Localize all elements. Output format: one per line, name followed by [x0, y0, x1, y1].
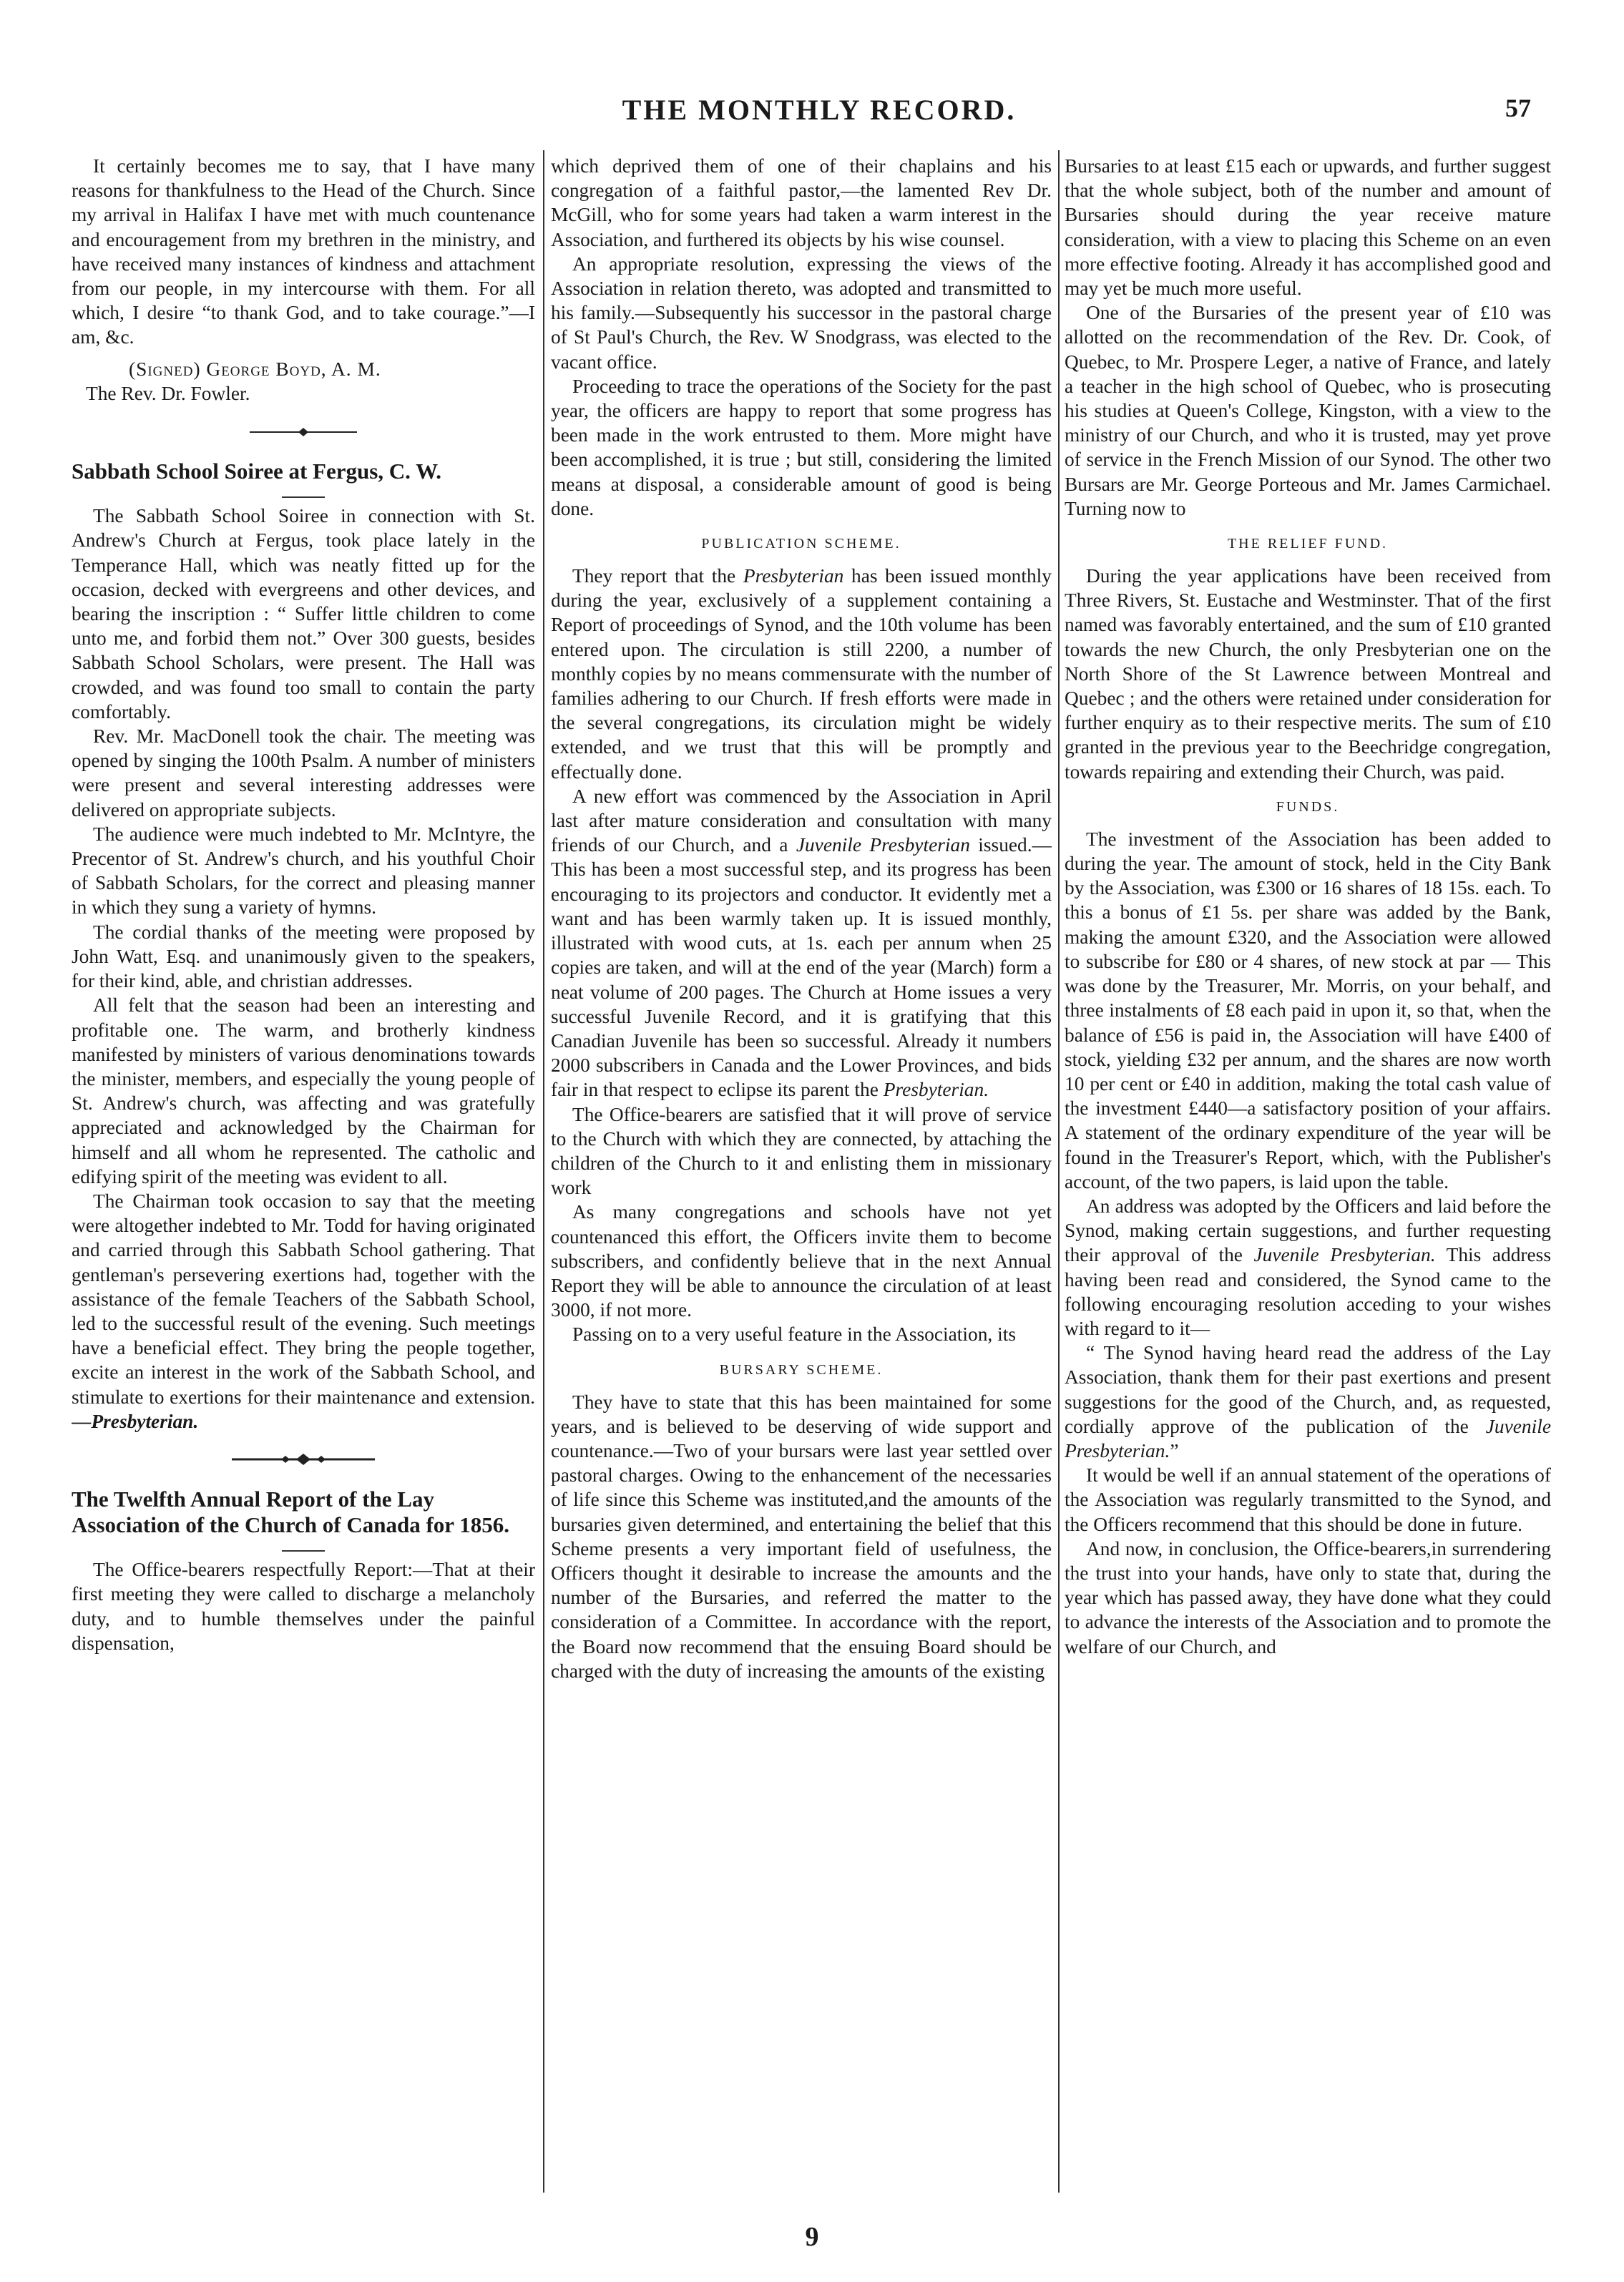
- section-heading-publication: PUBLICATION SCHEME.: [701, 536, 901, 552]
- article-paragraph: [551, 784, 1052, 1102]
- section-heading-bursary: BURSARY SCHEME.: [719, 1361, 884, 1378]
- text-italic: Juvenile Presbyterian: [796, 834, 970, 856]
- text-italic: Presbyterian: [743, 565, 844, 587]
- column-left: [72, 154, 535, 2207]
- section-heading-relief-fund: THE RELIEF FUND.: [1227, 536, 1389, 552]
- article-paragraph: The cordial thanks of the meeting were proposed by John Watt, Esq. and unanimously given to the speakers, for their kind, able, and christian addresses.: [72, 921, 535, 992]
- article-paragraph: The Sabbath School Soiree in connection with St. Andrew's Church at Fergus, took place lately in the Temperance Hall, which was neatly fitted up for the occasion, decked with evergreens and other devices, and bearing the inscription : “ Suffer little children to come unto me, and forbid them not.” Over 300 guests, besides Sabbath School Scholars, were present. The Hall was crowded, and was found too small to contain the party comfortably.: [72, 505, 535, 723]
- text: An address was adopted by the Officers and laid before the Synod, making certain suggestions, and further requesting their approval of the: [1065, 1195, 1551, 1266]
- section-heading-funds: FUNDS.: [1276, 798, 1340, 815]
- column-rule: [543, 150, 544, 2193]
- article-title-soiree: Sabbath School Soiree at Fergus, C. W.: [72, 459, 442, 484]
- section-ornament: [72, 1446, 535, 1471]
- title-rule: [72, 487, 535, 498]
- article-paragraph: [72, 1189, 535, 1434]
- text-italic: Juvenile Presbyterian.: [1253, 1244, 1436, 1266]
- article-paragraph: During the year applications have been received from Three Rivers, St. Eustache and Westminster. That of the first named was favorably entertained, and the sum of £10 granted towards the new Church, the only Presbyterian one on the North Shore of the St Lawrence between Montreal and Quebec ; and the others were retained under consideration for further enquiry as to their respective merits. The sum of £10 granted in the previous year to the Beechridge congregation, towards repairing and extending their Church, was paid.: [1065, 565, 1551, 783]
- article-paragraph: [1065, 1194, 1551, 1341]
- column-middle: [551, 154, 1052, 2207]
- letter-signature: [72, 357, 535, 406]
- article-paragraph: The Office-bearers respectfully Report:—That at their first meeting they were called to discharge a melancholy duty, and to humble themselves under the painful dispensation,: [72, 1559, 535, 1654]
- article-paragraph: [551, 564, 1052, 784]
- column-right: [1065, 154, 1551, 2207]
- article-paragraph: The Office-bearers are satisfied that it will prove of service to the Church with which they are connected, by attaching the children of the Church to it and enlisting them in missionary work: [551, 1103, 1052, 1199]
- article-paragraph: Rev. Mr. MacDonell took the chair. The meeting was opened by singing the 100th Psalm. A number of ministers were present and several interesting addresses were delivered on appropriate subjects.: [72, 725, 535, 821]
- article-paragraph: which deprived them of one of their chaplains and his congregation of a faithful pastor,—the lamented Rev Dr. McGill, who for some years had taken a warm interest in the Association, and furthered its objects by his wise counsel.: [551, 155, 1052, 250]
- article-paragraph: The investment of the Association has been added to during the year. The amount of stock, held in the City Bank by the Association, was £300 or 16 shares of 18 15s. each. To this a bonus of £1 5s. per share was added by the Bank, making the amount £320, and the Association were allowed to subscribe for £80 or 4 shares, of new stock at par — This was done by the Treasurer, Mr. Morris, on your behalf, and three instalments of £8 each paid in upon it, so that, when the balance of £56 is paid in, the Association will have £400 of stock, yielding £32 per annum, and the shares are now worth 10 per cent or £40 in addition, making the total cash value of the investment £440—a satisfactory position of your affairs. A statement of the ordinary expenditure of the year will be found in the Treasurer's Report, which, with the Publisher's account, of the two papers, is laid upon the table.: [1065, 828, 1551, 1193]
- text: ”: [1170, 1439, 1179, 1461]
- article-paragraph: All felt that the season had been an interesting and profitable one. The warm, and brotherly kindness manifested by ministers of various denominations towards the minister, members, and especially the young people of St. Andrew's church, was affecting and was gratefully appreciated and acknowledged by the Chairman for himself and all whom he represented. The catholic and edifying spirit of the meeting was evident to all.: [72, 994, 535, 1187]
- title-rule: [72, 1541, 535, 1552]
- text: has been issued monthly during the year, exclusively of a supplement containing a Report of proceedings of Synod, and the 10th volume has been entered upon. The circulation is still 2200, a number of monthly copies by no means commensurate with the number of families adhering to our Church. If fresh efforts were made in the several congregations, its circulation might be widely extended, and we trust that this will be promptly and effectually done.: [551, 565, 1052, 783]
- publication-title: THE MONTHLY RECORD.: [622, 94, 1017, 126]
- text: They report that the: [572, 565, 743, 587]
- resolution-quote: [1065, 1341, 1551, 1463]
- article-paragraph: As many congregations and schools have not yet countenanced this effort, the Officers invite them to become subscribers, and confidently believe that in the next Annual Report they will be able to announce the circulation of at least 3000, if not more.: [551, 1201, 1052, 1321]
- article-paragraph: One of the Bursaries of the present year of £10 was allotted on the recommendation of the Rev. Dr. Cook, of Quebec, to Mr. Prospere Leger, a native of France, and lately a teacher in the high school of Quebec, who is prosecuting his studies at Queen's College, Kingston, with a view to the ministry of our Church, and who it is trusted, may yet prove of service in the French Mission of our Synod. The other two Bursars are Mr. George Porteous and Mr. James Carmichael. Turning now to: [1065, 302, 1551, 519]
- letter-closing-paragraph: It certainly becomes me to say, that I have many reasons for thankfulness to the Head of the Church. Since my arrival in Halifax I have met with much countenance and encouragement from my brethren in the ministry, and have received many instances of kindness and attachment from our people, in my intercourse with them. For all which, I desire “to thank God, and to take courage.”—I am, &c.: [72, 155, 535, 348]
- column-rule: [1058, 150, 1060, 2193]
- text: “ The Synod having heard read the address of the Lay Association, thank them for their past exertions and present suggestions for the good of the Church, and, as requested, cordially approve of the publication of the: [1065, 1342, 1551, 1437]
- article-paragraph: Proceeding to trace the operations of the Society for the past year, the officers are happy to report that some progress has been made in the work entrusted to them. More might have been accomplished, it is true ; but still, considering the limited means at disposal, a considerable amount of good is being done.: [551, 375, 1052, 519]
- signature-mark: 9: [805, 2222, 819, 2252]
- text: A new effort was commenced by the Association in April last after mature consideration and consultation with many friends of our Church, and a: [551, 785, 1052, 856]
- article-paragraph: An appropriate resolution, expressing the views of the Association in relation thereto, was adopted and transmitted to his family.—Subsequently his successor in the pastoral charge of St Paul's Church, the Rev. W Snodgrass, was elected to the vacant office.: [551, 253, 1052, 373]
- article-paragraph: Passing on to a very useful feature in the Association, its: [572, 1323, 1016, 1346]
- signature-name: (Signed) George Boyd, A. M.: [129, 358, 381, 380]
- article-paragraph: They have to state that this has been maintained for some years, and is believed to be deserving of wide support and countenance.—Two of your bursars were last year settled over pastoral charges. Owing to the enhancement of the necessaries of life since this Scheme was instituted,and the amounts of the bursaries given determined, and entertaining the belief that this Scheme presents a very important field of usefulness, the Officers thought it desirable to increase the amounts and the number of the Bursaries, and referred the matter to the consideration of a Committee. In accordance with the report, the Board now recommend that the ensuing Board should be charged with the duty of increasing the amounts of the existing: [551, 1391, 1052, 1682]
- article-title-report: The Twelfth Annual Report of the Lay Association of the Church of Canada for 1856.: [72, 1487, 509, 1538]
- text: issued.—This has been a most successful step, and its progress has been encouraging to its projectors and conductor. It evidently met a want and has been warmly taken up. It is issued monthly, illustrated with wood cuts, at 1s. each per annum when 25 copies are taken, and will at the end of the year (March) form a neat volume of 200 pages. The Church at Home issues a very successful Juvenile Record, and it is gratifying that this Canadian Juvenile has been so successful. Already it numbers 2000 subscribers in Canada and the Lower Provinces, and bids fair in that respect to eclipse its parent the: [551, 834, 1052, 1101]
- article-paragraph: Bursaries to at least £15 each or upwards, and further suggest that the whole subject, both of the number and amount of Bursaries should during the year receive mature consideration, with a view to placing this Scheme on an even more effective footing. Already it has accomplished good and may yet be much more useful.: [1065, 155, 1551, 300]
- article-text: The Chairman took occasion to say that the meeting were altogether indebted to Mr. Todd for having originated and carried through this Sabbath School gathering. That gentleman's persevering exertions had, together with the assistance of the female Teachers of the Sabbath School, led to the successful result of the evening. Such meetings have a beneficial effect. They bring the people together, excite an interest in the work of the Sabbath School, and stimulate to exertions for their maintenance and extension.: [72, 1190, 535, 1408]
- article-paragraph: And now, in conclusion, the Office-bearers,in surrendering the trust into your hands, have only to state that, during the year which has passed away, they have done what they could to advance the interests of the Association and to promote the welfare of our Church, and: [1065, 1537, 1551, 1657]
- signature-recipient: The Rev. Dr. Fowler.: [86, 382, 250, 404]
- text-italic: Presbyterian.: [883, 1079, 989, 1101]
- text-italic: Juvenile Presbyterian.: [1065, 1415, 1551, 1461]
- page-number: 57: [1505, 94, 1531, 122]
- section-ornament: [72, 418, 535, 443]
- masthead: [107, 93, 1531, 136]
- article-source: —Presbyterian.: [72, 1410, 199, 1432]
- article-paragraph: It would be well if an annual statement of the operations of the Association was regularly transmitted to the Synod, and the Officers recommend that this should be done in future.: [1065, 1464, 1551, 1535]
- article-paragraph: The audience were much indebted to Mr. McIntyre, the Precentor of St. Andrew's church, and his youthful Choir of Sabbath Scholars, for the correct and pleasing manner in which they sung a variety of hymns.: [72, 823, 535, 919]
- text: This address having been read and considered, the Synod came to the following encouraging resolution acceding to your wishes with regard to it—: [1065, 1244, 1551, 1339]
